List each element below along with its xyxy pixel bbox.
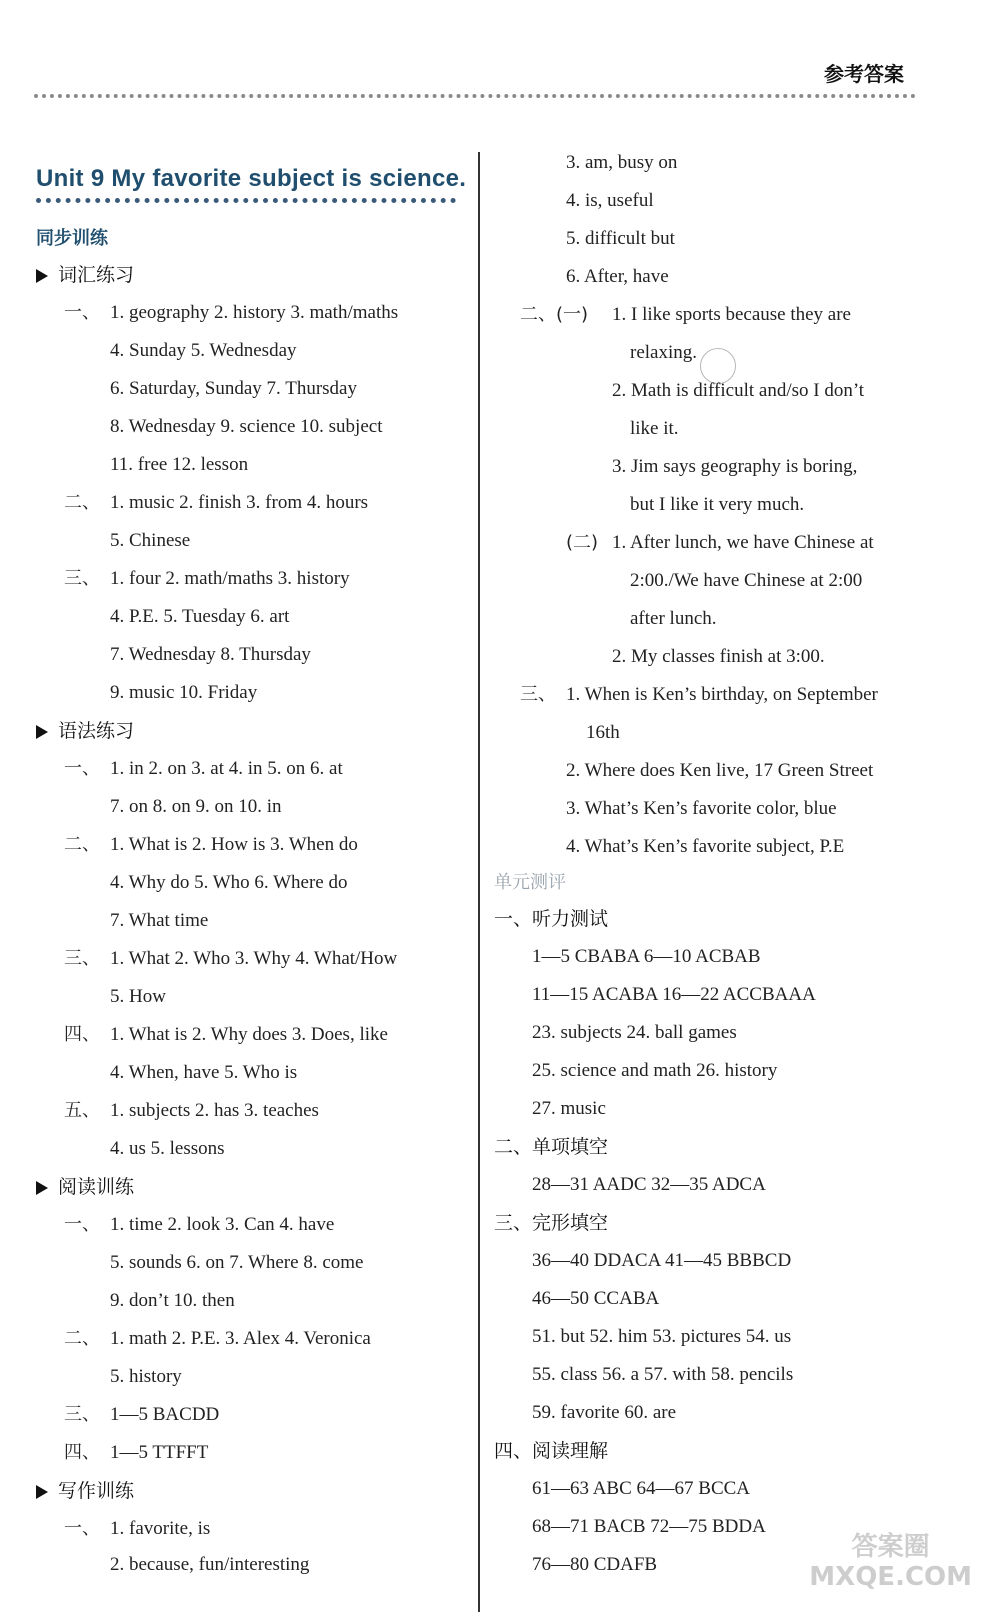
stamp-icon [700, 348, 736, 384]
q-label: 三、 [64, 568, 100, 589]
answer-line: 36—40 DDACA 41—45 BBBCD [532, 1250, 792, 1271]
answer-line: 51. but 52. him 53. pictures 54. us [532, 1326, 792, 1347]
answer-line: 2. My classes finish at 3:00. [612, 646, 825, 667]
answer-line: 76—80 CDAFB [532, 1554, 658, 1575]
q-label: 二、 [64, 492, 100, 513]
unit-title: Unit 9 My favorite subject is science. [36, 165, 467, 192]
q-label: 一、 [64, 1214, 100, 1235]
answer-line: 8. Wednesday 9. science 10. subject [110, 416, 383, 437]
answer-line: 1. After lunch, we have Chinese at [612, 532, 874, 553]
answer-line: 11. free 12. lesson [110, 454, 249, 475]
sub-cloze: 三、完形填空 [494, 1212, 609, 1234]
triangle-bullet-icon [36, 269, 48, 283]
answer-line: 2. because, fun/interesting [110, 1554, 310, 1575]
sub-grammar [36, 720, 134, 742]
answer-line: 5. How [110, 986, 166, 1007]
q-label: 四、 [64, 1024, 100, 1045]
sub-vocab-label: 词汇练习 [58, 264, 135, 286]
answer-line: 2:00./We have Chinese at 2:00 [630, 570, 863, 591]
answer-line: 7. Wednesday 8. Thursday [110, 644, 311, 665]
answer-line: 28—31 AADC 32—35 ADCA [532, 1174, 766, 1195]
watermark-line2: MXQE.COM [809, 1562, 972, 1592]
q-label: 一、 [64, 1518, 100, 1539]
answer-line: 23. subjects 24. ball games [532, 1022, 737, 1043]
answer-line: 4. What’s Ken’s favorite subject, P.E [566, 836, 845, 857]
sub-writing-label: 写作训练 [58, 1480, 135, 1502]
sub-vocab [36, 264, 134, 286]
answer-line: 1. time 2. look 3. Can 4. have [110, 1214, 335, 1235]
triangle-bullet-icon [36, 1181, 48, 1195]
answer-line: 59. favorite 60. are [532, 1402, 677, 1423]
sub-reading [36, 1176, 134, 1198]
answer-line: 55. class 56. a 57. with 58. pencils [532, 1364, 794, 1385]
answer-line: 1—5 TTFFT [110, 1442, 209, 1463]
answer-line: 3. What’s Ken’s favorite color, blue [566, 798, 837, 819]
watermark-logo [809, 1532, 972, 1592]
watermark-line1: 答案圈 [851, 1532, 930, 1562]
answer-line: 16th [586, 722, 620, 743]
answer-line: 4. is, useful [566, 190, 654, 211]
answer-line: 1. in 2. on 3. at 4. in 5. on 6. at [110, 758, 343, 779]
answer-line: 1. I like sports because they are [612, 304, 851, 325]
answer-line: 46—50 CCABA [532, 1288, 660, 1309]
q-label: 三、 [64, 948, 100, 969]
answer-line: but I like it very much. [630, 494, 805, 515]
answer-line: 5. sounds 6. on 7. Where 8. come [110, 1252, 364, 1273]
sub-listening: 一、听力测试 [494, 908, 609, 930]
answer-line: 4. When, have 5. Who is [110, 1062, 298, 1083]
answer-line: 1. four 2. math/maths 3. history [110, 568, 350, 589]
answer-line: 1. When is Ken’s birthday, on September [566, 684, 878, 705]
answer-line: 1. geography 2. history 3. math/maths [110, 302, 399, 323]
section-unit-test: 单元测评 [494, 872, 566, 893]
answer-line: 9. don’t 10. then [110, 1290, 235, 1311]
q-label: (二) [566, 532, 599, 553]
q-label: 二、 [64, 1328, 100, 1349]
answer-line: 2. Where does Ken live, 17 Green Street [566, 760, 874, 781]
column-divider [478, 152, 480, 1612]
answer-line: 4. Sunday 5. Wednesday [110, 340, 297, 361]
q-label: 一、 [64, 758, 100, 779]
answer-line: relaxing. [630, 342, 698, 363]
q-label: 三、 [64, 1404, 100, 1425]
triangle-bullet-icon [36, 725, 48, 739]
sub-reading-comprehension: 四、阅读理解 [494, 1440, 609, 1462]
answer-line: 7. on 8. on 9. on 10. in [110, 796, 282, 817]
answer-line: 5. Chinese [110, 530, 191, 551]
section-sync-training: 同步训练 [36, 228, 108, 249]
answer-line: 7. What time [110, 910, 209, 931]
answer-line: 4. us 5. lessons [110, 1138, 225, 1159]
q-label: 二、(一) [520, 304, 589, 325]
page-header-title: 参考答案 [824, 62, 904, 86]
answer-line: 3. am, busy on [566, 152, 678, 173]
answer-line: 11—15 ACABA 16—22 ACCBAAA [532, 984, 816, 1005]
answer-line: 6. Saturday, Sunday 7. Thursday [110, 378, 357, 399]
answer-line: 4. Why do 5. Who 6. Where do [110, 872, 348, 893]
q-label: 四、 [64, 1442, 100, 1463]
triangle-bullet-icon [36, 1485, 48, 1499]
sub-grammar-label: 语法练习 [58, 720, 135, 742]
answer-line: after lunch. [630, 608, 717, 629]
answer-line: 3. Jim says geography is boring, [612, 456, 858, 477]
answer-line: 1. music 2. finish 3. from 4. hours [110, 492, 369, 513]
q-label: 一、 [64, 302, 100, 323]
q-label: 二、 [64, 834, 100, 855]
answer-line: 5. history [110, 1366, 182, 1387]
answer-line: 1. What is 2. How is 3. When do [110, 834, 358, 855]
answer-line: 5. difficult but [566, 228, 675, 249]
header-dotted-rule [34, 94, 916, 98]
sub-writing [36, 1480, 134, 1502]
q-label: 三、 [520, 684, 556, 705]
answer-line: 61—63 ABC 64—67 BCCA [532, 1478, 751, 1499]
answer-line: 27. music [532, 1098, 606, 1119]
answer-line: 1. subjects 2. has 3. teaches [110, 1100, 319, 1121]
answer-line: 1—5 BACDD [110, 1404, 220, 1425]
sub-single-choice: 二、单项填空 [494, 1136, 609, 1158]
answer-line: 1. favorite, is [110, 1518, 211, 1539]
q-label: 五、 [64, 1100, 100, 1121]
answer-line: 1. What 2. Who 3. Why 4. What/How [110, 948, 398, 969]
answer-line: 68—71 BACB 72—75 BDDA [532, 1516, 766, 1537]
answer-line: 6. After, have [566, 266, 669, 287]
answer-line: 1. What is 2. Why does 3. Does, like [110, 1024, 388, 1045]
answer-line: 25. science and math 26. history [532, 1060, 778, 1081]
sub-reading-label: 阅读训练 [58, 1176, 135, 1198]
answer-line: 1—5 CBABA 6—10 ACBAB [532, 946, 761, 967]
unit-title-dotted-rule [36, 198, 456, 203]
answer-line: like it. [630, 418, 679, 439]
answer-line: 4. P.E. 5. Tuesday 6. art [110, 606, 290, 627]
answer-line: 2. Math is difficult and/so I don’t [612, 380, 865, 401]
answer-line: 9. music 10. Friday [110, 682, 258, 703]
answer-line: 1. math 2. P.E. 3. Alex 4. Veronica [110, 1328, 371, 1349]
